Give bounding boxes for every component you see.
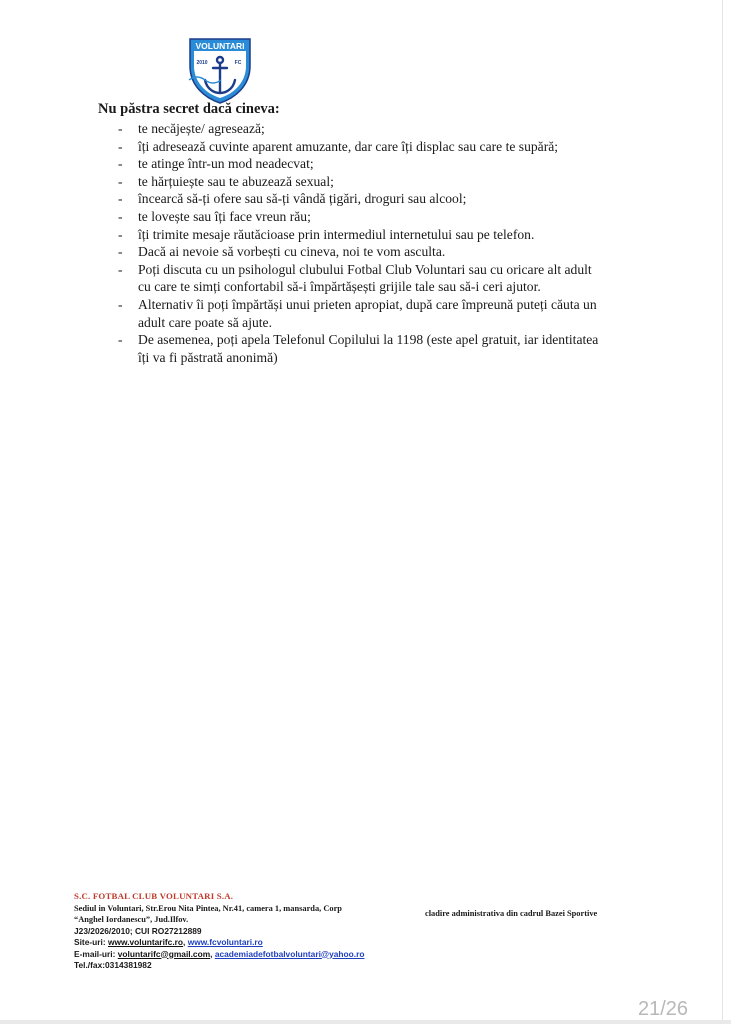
list-item-line: adult care poate să ajute. xyxy=(138,314,272,330)
emails-label: E-mail-uri: xyxy=(74,948,116,959)
list-item-line: Dacă ai nevoie să vorbești cu cineva, noi te vom asculta. xyxy=(138,244,446,260)
list-item-line: Poți discuta cu un psihologul clubului Fotbal Club Voluntari sau cu oricare alt adult xyxy=(138,261,592,277)
list-item-line: te atinge într-un mod neadecvat; xyxy=(138,156,314,172)
list-bullet: - xyxy=(118,138,123,154)
websites-label: Site-uri: xyxy=(74,937,106,947)
list-item-line: încearcă să-ți ofere sau să-ți vândă țigări, droguri sau alcool; xyxy=(138,191,467,207)
list-bullet: - xyxy=(118,261,123,277)
page-indicator: 21/26 xyxy=(638,998,689,1020)
list-item xyxy=(98,331,658,366)
address-line-2: “Anghel Iordanescu”, Jud.Ilfov. xyxy=(74,915,189,924)
email-link-1[interactable]: voluntarifc@gmail.com xyxy=(117,948,211,959)
email-link-2[interactable]: academiadefotbalvoluntari@yahoo.ro xyxy=(214,948,365,959)
website-link-2[interactable]: www.fcvoluntari.ro xyxy=(187,937,263,947)
list-bullet: - xyxy=(118,208,123,224)
list-item xyxy=(98,173,658,191)
page-edge xyxy=(722,0,723,1024)
list-item xyxy=(98,296,658,331)
tel-fax: Tel./fax:0314381982 xyxy=(74,960,152,970)
warning-list xyxy=(98,120,658,366)
list-bullet: - xyxy=(118,226,123,242)
list-bullet: - xyxy=(118,156,123,172)
emails-line: E-mail-uri: voluntarifc@gmail.com, academiadefotbalvoluntari@yahoo.ro xyxy=(74,948,365,959)
list-item xyxy=(98,243,658,261)
list-item xyxy=(98,208,658,226)
list-item-line: îți trimite mesaje răutăcioase prin intermediul internetului sau pe telefon. xyxy=(138,226,535,242)
list-bullet: - xyxy=(118,173,123,189)
list-item xyxy=(98,138,658,156)
company-name: S.C. FOTBAL CLUB VOLUNTARI S.A. xyxy=(74,891,234,901)
logo-title: VOLUNTARI xyxy=(195,41,245,51)
list-bullet: - xyxy=(118,244,123,260)
address-line-1: Sediul in Voluntari, Str.Erou Nita Pintea, Nr.41, camera 1, mansarda, Corp xyxy=(74,903,342,913)
building-note: cladire administrativa din cadrul Bazei Sportive xyxy=(425,909,598,918)
list-bullet: - xyxy=(118,121,123,136)
warning-heading: Nu păstra secret dacă cineva: xyxy=(98,101,280,117)
list-item xyxy=(98,190,658,208)
registry-number: J23/2026/2010; CUI RO27212889 xyxy=(74,925,202,936)
list-item xyxy=(98,261,658,296)
list-bullet: - xyxy=(118,191,123,207)
list-item-line: îți va fi păstrată anonimă) xyxy=(138,349,278,365)
list-bullet: - xyxy=(118,296,123,312)
websites-line: Site-uri: www.voluntarifc.ro, www.fcvoluntari.ro xyxy=(74,937,263,947)
list-item xyxy=(98,155,658,173)
logo-abbr: FC xyxy=(234,60,242,66)
list-item-line: Alternativ îi poți împărtăși unui prieten apropiat, după care împreună puteți căuta un xyxy=(138,296,597,312)
list-item xyxy=(98,226,658,244)
list-item-line: De asemenea, poți apela Telefonul Copilului la 1198 (este apel gratuit, iar identitatea xyxy=(138,332,599,348)
logo-year: 2010 xyxy=(196,60,208,66)
company-footer xyxy=(74,891,634,972)
list-item xyxy=(98,120,658,138)
bottom-strip xyxy=(0,1020,731,1024)
list-item-line: cu care te simți confortabil să-i împărtășești grijile tale sau să-i ceri ajutor. xyxy=(138,279,541,295)
list-item-line: îți adresează cuvinte aparent amuzante, dar care îți displac sau care te supără; xyxy=(138,138,559,154)
list-bullet: - xyxy=(118,332,123,348)
list-item-line: te necăjește/ agresează; xyxy=(138,121,265,136)
club-logo xyxy=(187,36,253,104)
list-item-line: te hărțuiește sau te abuzează sexual; xyxy=(138,173,334,189)
list-item-line: te lovește sau îți face vreun rău; xyxy=(138,208,311,224)
website-link-1[interactable]: www.voluntarifc.ro xyxy=(107,937,184,947)
